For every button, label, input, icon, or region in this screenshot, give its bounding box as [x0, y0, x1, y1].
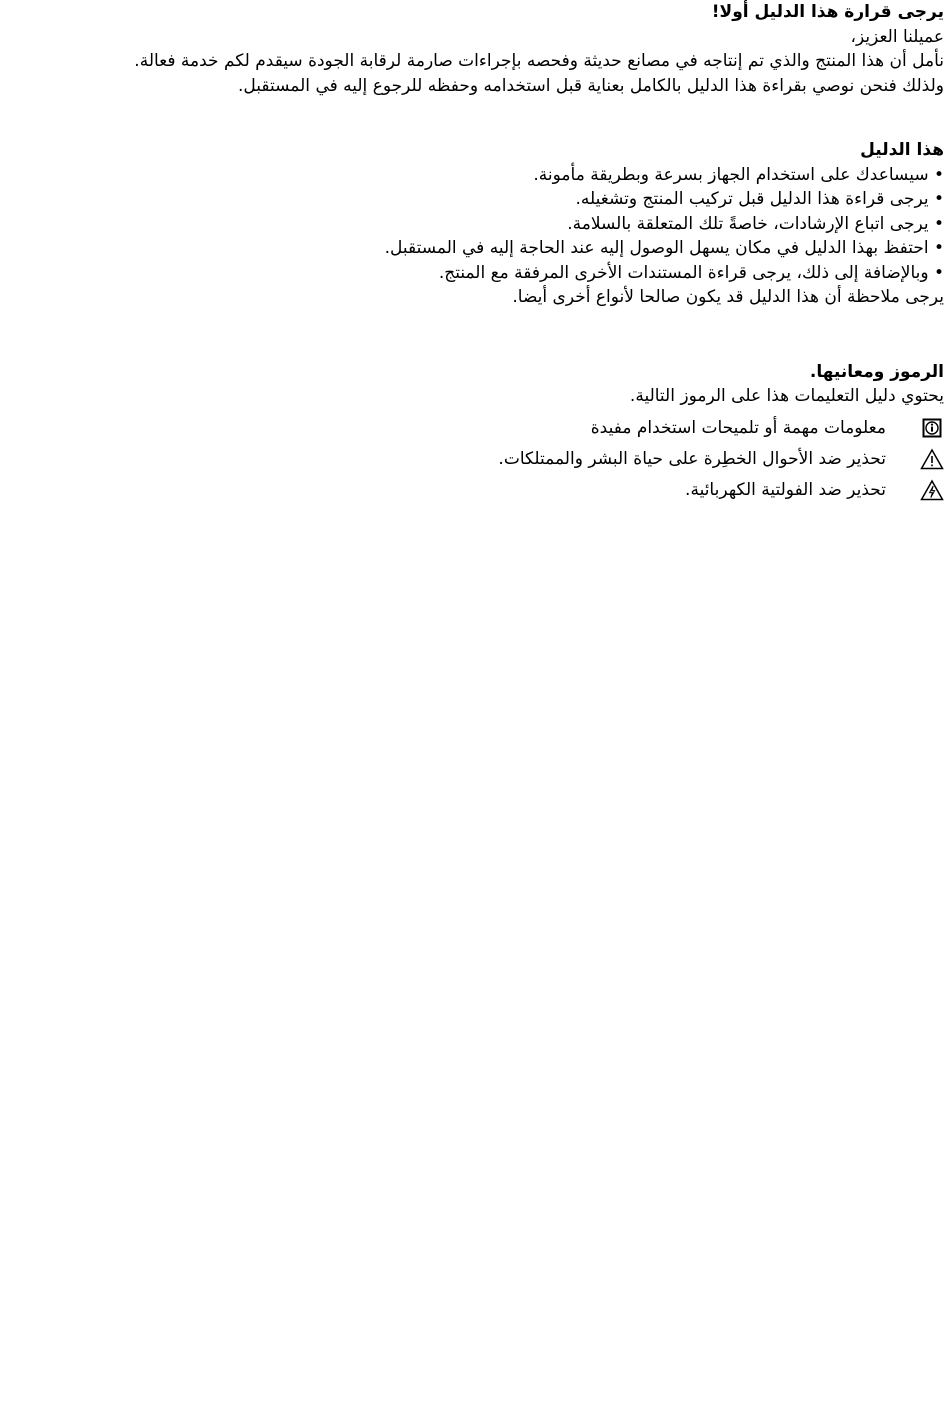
electric-warning-icon [920, 479, 944, 501]
manual-bullet: • وبالإضافة إلى ذلك، يرجى قراءة المستندات الأخرى المرفقة مع المنتج. [438, 262, 944, 283]
manual-page [8, 0, 944, 506]
warning-triangle-icon [920, 448, 944, 470]
greeting: عميلنا العزيز، [850, 26, 944, 47]
symbol-row-electric [8, 475, 944, 506]
symbol-text-warning: تحذير ضد الأحوال الخطِرة على حياة البشر والممتلكات. [498, 448, 886, 469]
manual-bullet: • احتفظ بهذا الدليل في مكان يسهل الوصول إليه عند الحاجة إليه في المستقبل. [384, 238, 944, 258]
manual-heading: هذا الدليل [860, 140, 944, 160]
intro-title: يرجى قرارة هذا الدليل أولا! [711, 2, 944, 22]
manual-bullet: • يرجى قراءة هذا الدليل قبل تركيب المنتج وتشغيله. [575, 189, 944, 209]
manual-bullet: • يرجى اتباع الإرشادات، خاصةً تلك المتعلقة بالسلامة. [567, 213, 944, 234]
symbol-text-info: معلومات مهمة أو تلميحات استخدام مفيدة [590, 417, 886, 438]
manual-bullet: • سيساعدك على استخدام الجهاز بسرعة وبطريقة مأمونة. [533, 164, 944, 185]
symbols-heading: الرموز ومعانيها. [809, 361, 944, 382]
info-icon [920, 417, 944, 439]
manual-note: يرجى ملاحظة أن هذا الدليل قد يكون صالحا لأنواع أخرى أيضا. [512, 287, 944, 307]
symbols-intro: يحتوي دليل التعليمات هذا على الرموز التالية. [629, 386, 944, 406]
intro-paragraph-2: ولذلك فنحن نوصي بقراءة هذا الدليل بالكامل بعناية قبل استخدامه وحفظه للرجوع إليه في المستقبل. [238, 75, 944, 96]
symbols-list [8, 413, 944, 506]
symbol-row-info [8, 413, 944, 444]
symbol-row-warning [8, 444, 944, 475]
intro-paragraph-1: نأمل أن هذا المنتج والذي تم إنتاجه في مصانع حديثة وفحصه بإجراءات صارمة لرقابة الجودة سيقدم لكم خدمة فعالة. [134, 51, 944, 71]
symbol-text-electric: تحذير ضد الفولتية الكهربائية. [685, 479, 886, 500]
